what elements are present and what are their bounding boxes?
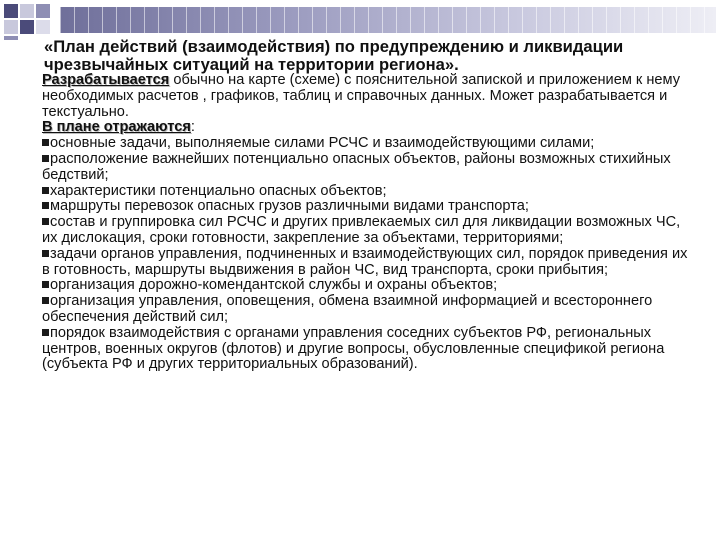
decor-square xyxy=(20,4,34,18)
decor-gradient-bar xyxy=(60,7,716,33)
intro-lead: Разрабатывается xyxy=(42,72,170,88)
square-bullet-icon xyxy=(42,281,49,288)
square-bullet-icon xyxy=(42,329,49,336)
intro-text: обычно на карте (схеме) с пояснительной запиской и приложением к нему необходимых расчетов , графиков, таблиц и справочных данных. Может разрабатывается и текстуально. xyxy=(42,72,681,120)
square-bullet-icon xyxy=(42,218,49,225)
list-item-text: характеристики потенциально опасных объектов; xyxy=(50,182,387,199)
list-item-text: состав и группировка сил РСЧС и других привлекаемых сил для ликвидации возможных ЧС, их дислокация, сроки готовности, закрепление за объектами, территориями; xyxy=(42,214,681,246)
plan-colon: : xyxy=(190,119,195,136)
list-item-text: основные задачи, выполняемые силами РСЧС и взаимодействующими силами; xyxy=(50,135,595,152)
list-item xyxy=(42,247,694,279)
decor-square xyxy=(4,20,18,34)
decor-square xyxy=(36,4,50,18)
decor-square xyxy=(4,4,18,18)
list-item xyxy=(42,278,694,294)
list-item xyxy=(42,136,694,152)
list-item-text: порядок взаимодействия с органами управления соседних субъектов РФ, региональных центров, военных округов (флотов) и другие вопросы, обусловленные спецификой региона (субъекта РФ и других территориальных образований). xyxy=(42,324,665,373)
list-item xyxy=(42,294,694,326)
slide-content xyxy=(42,38,694,373)
square-bullet-icon xyxy=(42,202,49,209)
decor-square xyxy=(4,36,18,40)
list-item xyxy=(42,184,694,200)
square-bullet-icon xyxy=(42,187,49,194)
square-bullet-icon xyxy=(42,155,49,162)
intro-paragraph xyxy=(42,73,694,120)
list-item-text: задачи органов управления, подчиненных и взаимодействующих сил, порядок приведения их в готовность, маршруты выдвижения в район ЧС, вид транспорта, сроки прибытия; xyxy=(42,245,688,278)
plan-heading xyxy=(42,120,694,136)
list-item-text: расположение важнейших потенциально опасных объектов, районы возможных стихийных бедствий; xyxy=(42,150,671,183)
list-item-text: организация управления, оповещения, обмена взаимной информацией и всестороннего обеспечения действий сил; xyxy=(42,293,653,325)
list-item-text: организация дорожно-комендантской службы и охраны объектов; xyxy=(50,277,498,294)
list-item xyxy=(42,199,694,215)
list-item xyxy=(42,152,694,184)
decor-square xyxy=(20,20,34,34)
decor-square xyxy=(36,20,50,34)
list-item xyxy=(42,326,694,373)
square-bullet-icon xyxy=(42,297,49,304)
square-bullet-icon xyxy=(42,139,49,146)
square-bullet-icon xyxy=(42,250,49,257)
list-item xyxy=(42,215,694,247)
decorative-header xyxy=(0,0,720,40)
list-item-text: маршруты перевозок опасных грузов различными видами транспорта; xyxy=(50,198,529,215)
plan-lead: В плане отражаются xyxy=(42,119,191,136)
slide-title: «План действий (взаимодействия) по предупреждению и ликвидации чрезвычайных ситуаций на территории региона». xyxy=(44,37,624,74)
